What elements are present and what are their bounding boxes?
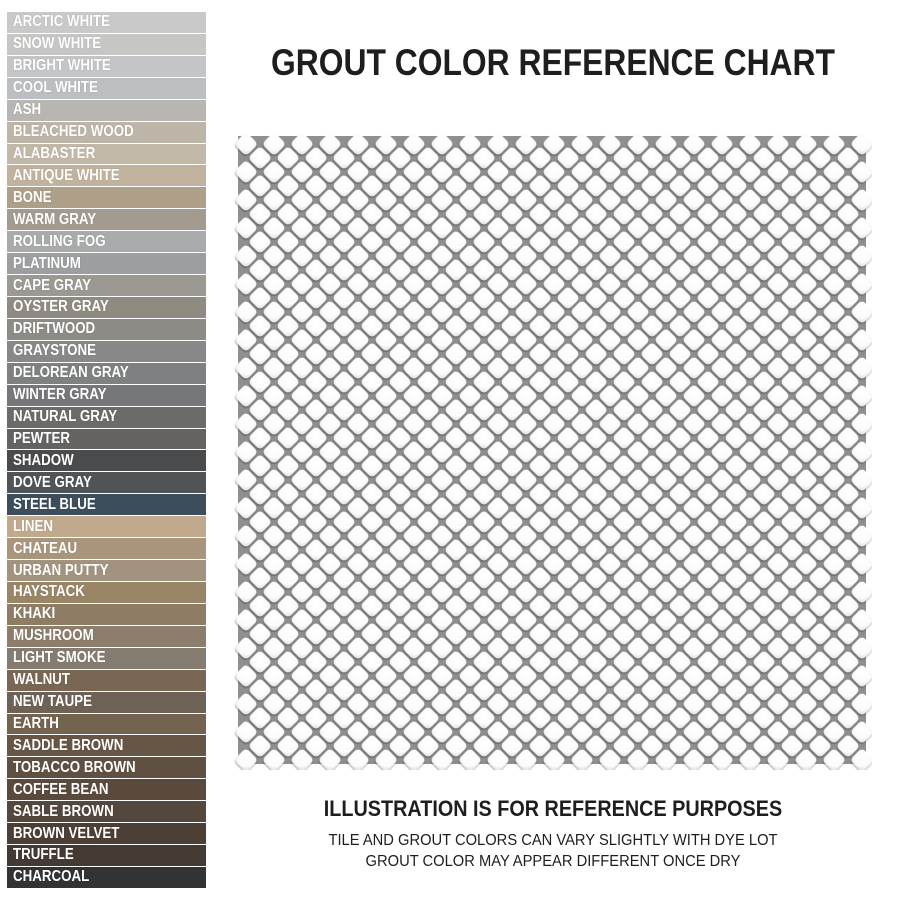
grout-swatch-label: NATURAL GRAY bbox=[13, 408, 118, 426]
grout-swatch-label: URBAN PUTTY bbox=[13, 561, 109, 579]
grout-swatch-label: ASH bbox=[13, 101, 42, 119]
grout-swatch bbox=[7, 779, 206, 800]
grout-swatch-label: LINEN bbox=[13, 517, 53, 535]
grout-swatch bbox=[7, 516, 206, 537]
grout-swatch bbox=[7, 670, 206, 691]
grout-swatch bbox=[7, 165, 206, 186]
grout-swatch-label: LIGHT SMOKE bbox=[13, 649, 106, 667]
grout-swatch-label: BONE bbox=[13, 188, 52, 206]
chart-title: GROUT COLOR REFERENCE CHART bbox=[271, 42, 835, 83]
grout-swatch bbox=[7, 187, 206, 208]
grout-swatch bbox=[7, 144, 206, 165]
grout-swatch bbox=[7, 363, 206, 384]
grout-swatch bbox=[7, 714, 206, 735]
grout-swatch-label: WARM GRAY bbox=[13, 210, 97, 228]
grout-swatch bbox=[7, 735, 206, 756]
grout-swatch-label: CHATEAU bbox=[13, 539, 78, 557]
grout-swatch-label: NEW TAUPE bbox=[13, 693, 92, 711]
grout-swatch bbox=[7, 472, 206, 493]
grout-swatch bbox=[7, 275, 206, 296]
grout-swatch-label: OYSTER GRAY bbox=[13, 298, 109, 316]
grout-swatch-label: ALABASTER bbox=[13, 144, 96, 162]
grout-swatch-label: EARTH bbox=[13, 714, 59, 732]
grout-swatch bbox=[7, 122, 206, 143]
grout-swatch-label: COOL WHITE bbox=[13, 79, 98, 97]
grout-swatch bbox=[7, 407, 206, 428]
grout-swatch bbox=[7, 450, 206, 471]
grout-swatch-label: DRIFTWOOD bbox=[13, 320, 96, 338]
grout-swatch bbox=[7, 319, 206, 340]
grout-swatch bbox=[7, 560, 206, 581]
grout-swatch bbox=[7, 34, 206, 55]
grout-swatch bbox=[7, 341, 206, 362]
grout-swatch-label: ARCTIC WHITE bbox=[13, 13, 111, 31]
grout-swatch bbox=[7, 801, 206, 822]
grout-swatch-label: SABLE BROWN bbox=[13, 802, 114, 820]
grout-swatch-label: PEWTER bbox=[13, 429, 71, 447]
tile-mosaic-illustration bbox=[232, 130, 872, 770]
grout-swatch bbox=[7, 582, 206, 603]
grout-swatch-label: DOVE GRAY bbox=[13, 473, 92, 491]
grout-swatch bbox=[7, 253, 206, 274]
grout-swatch-label: BLEACHED WOOD bbox=[13, 123, 134, 141]
grout-swatch bbox=[7, 56, 206, 77]
grout-swatch-label: SNOW WHITE bbox=[13, 35, 102, 53]
grout-swatch bbox=[7, 494, 206, 515]
grout-swatch bbox=[7, 604, 206, 625]
grout-swatch-label: GRAYSTONE bbox=[13, 342, 96, 360]
mosaic-tiles bbox=[234, 132, 872, 770]
grout-swatch bbox=[7, 648, 206, 669]
grout-swatch-label: DELOREAN GRAY bbox=[13, 364, 129, 382]
grout-swatch bbox=[7, 231, 206, 252]
grout-swatch-label: BROWN VELVET bbox=[13, 824, 120, 842]
grout-swatch bbox=[7, 78, 206, 99]
grout-swatch bbox=[7, 429, 206, 450]
grout-swatch bbox=[7, 100, 206, 121]
grout-swatch bbox=[7, 297, 206, 318]
footer-note-dry-color: GROUT COLOR MAY APPEAR DIFFERENT ONCE DRY bbox=[365, 853, 741, 870]
footer-note-dye-lot: TILE AND GROUT COLORS CAN VARY SLIGHTLY WITH DYE LOT bbox=[328, 832, 778, 849]
grout-swatch bbox=[7, 12, 206, 33]
grout-swatch-label: CHARCOAL bbox=[13, 868, 90, 886]
grout-swatch-label: STEEL BLUE bbox=[13, 495, 96, 513]
grout-swatch-label: KHAKI bbox=[13, 605, 56, 623]
grout-swatch bbox=[7, 538, 206, 559]
grout-swatch bbox=[7, 692, 206, 713]
grout-swatch-label: HAYSTACK bbox=[13, 583, 85, 601]
grout-swatch bbox=[7, 823, 206, 844]
grout-swatch-label: SHADOW bbox=[13, 451, 74, 469]
grout-swatch-label: MUSHROOM bbox=[13, 627, 94, 645]
grout-swatch-label: WINTER GRAY bbox=[13, 386, 107, 404]
grout-swatch bbox=[7, 209, 206, 230]
grout-swatch-list bbox=[7, 12, 206, 888]
grout-swatch-label: BRIGHT WHITE bbox=[13, 57, 111, 75]
grout-swatch bbox=[7, 845, 206, 866]
footer-heading: ILLUSTRATION IS FOR REFERENCE PURPOSES bbox=[323, 796, 783, 821]
grout-swatch-label: COFFEE BEAN bbox=[13, 780, 109, 798]
grout-swatch-label: ROLLING FOG bbox=[13, 232, 106, 250]
grout-swatch-label: TOBACCO BROWN bbox=[13, 758, 136, 776]
grout-swatch bbox=[7, 867, 206, 888]
grout-swatch bbox=[7, 626, 206, 647]
grout-swatch bbox=[7, 757, 206, 778]
grout-swatch-label: WALNUT bbox=[13, 671, 71, 689]
grout-swatch-label: PLATINUM bbox=[13, 254, 81, 272]
grout-swatch bbox=[7, 385, 206, 406]
grout-swatch-label: ANTIQUE WHITE bbox=[13, 166, 120, 184]
grout-swatch-label: CAPE GRAY bbox=[13, 276, 92, 294]
grout-swatch-label: SADDLE BROWN bbox=[13, 736, 124, 754]
grout-swatch-label: TRUFFLE bbox=[13, 846, 74, 864]
